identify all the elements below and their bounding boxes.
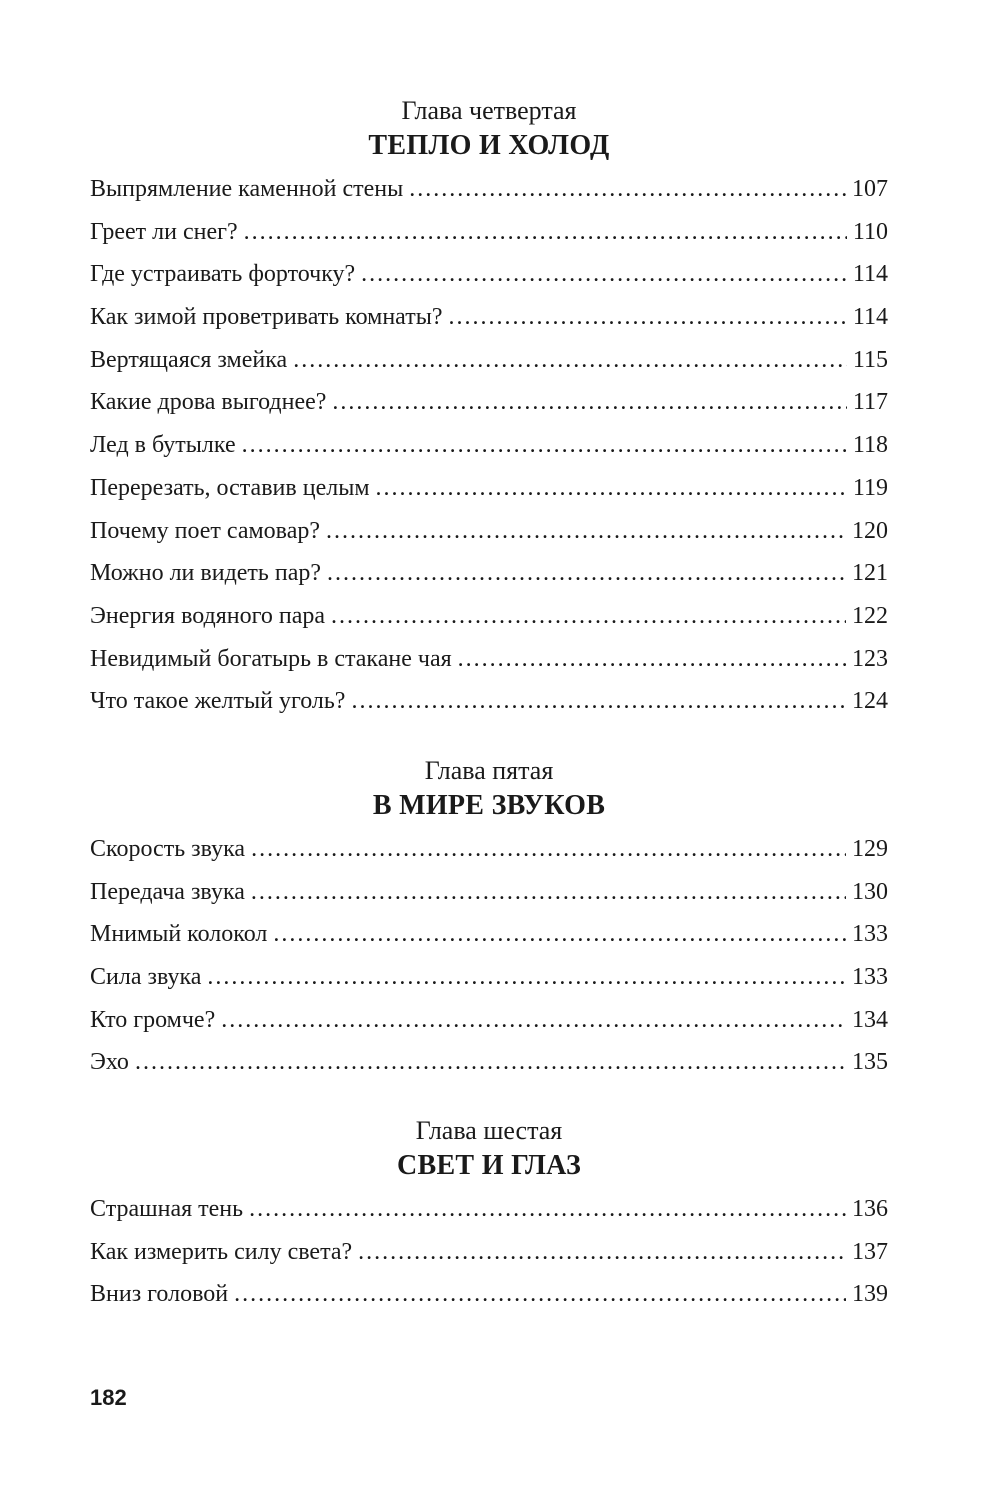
toc-entry-title: Греет ли снег? — [90, 218, 238, 245]
dot-leader — [358, 1231, 846, 1274]
dot-leader — [448, 296, 846, 339]
dot-leader — [331, 595, 846, 638]
toc-entry-title: Как измерить силу света? — [90, 1238, 353, 1265]
toc-entry[interactable] — [90, 424, 888, 467]
dot-leader — [327, 552, 846, 595]
toc-entry-page: 137 — [852, 1238, 888, 1265]
toc-entry-page: 124 — [852, 688, 888, 715]
toc-entry-title: Вертящаяся змейка — [90, 346, 288, 373]
dot-leader — [249, 1188, 846, 1231]
toc-entry[interactable] — [90, 1041, 888, 1084]
toc-entry[interactable] — [90, 595, 888, 638]
toc-entry-title: Лед в бутылке — [90, 432, 236, 459]
toc-entry-title: Какие дрова выгоднее? — [90, 389, 327, 416]
toc-entry[interactable] — [90, 680, 888, 723]
toc-entry-title: Энергия водяного пара — [90, 602, 326, 629]
dot-leader — [207, 956, 846, 999]
toc-entry-page: 123 — [852, 645, 888, 672]
dot-leader — [242, 424, 847, 467]
dot-leader — [293, 339, 847, 382]
chapter-section — [90, 1114, 888, 1316]
dot-leader — [251, 871, 846, 914]
chapter-section — [90, 94, 888, 723]
toc-entry-page: 118 — [852, 432, 888, 459]
toc-entry[interactable] — [90, 1273, 888, 1316]
toc-entry-page: 129 — [852, 836, 888, 862]
toc-entry-title: Выпрямление каменной стены — [90, 176, 404, 202]
toc-entry-title: Как зимой проветривать комнаты? — [90, 304, 443, 331]
toc-entry-title: Сила звука — [90, 964, 202, 991]
chapter-label: Глава пятая — [424, 756, 554, 785]
chapter-title: В МИРЕ ЗВУКОВ — [372, 790, 606, 821]
dot-leader — [326, 510, 846, 553]
toc-entry[interactable] — [90, 913, 888, 956]
toc-entry-title: Где устраивать форточку? — [90, 261, 356, 288]
toc-entry[interactable] — [90, 552, 888, 595]
toc-entry-page: 120 — [852, 517, 888, 544]
chapter-title: СВЕТ И ГЛАЗ — [396, 1150, 582, 1181]
toc-list — [90, 168, 888, 723]
chapter-section — [90, 754, 888, 1084]
toc-entry-page: 136 — [852, 1196, 888, 1222]
chapter-label: Глава четвертая — [401, 96, 577, 125]
dot-leader — [361, 253, 847, 296]
dot-leader — [376, 467, 847, 510]
toc-entry-page: 115 — [852, 346, 888, 373]
toc-entry-title: Почему поет самовар? — [90, 517, 321, 544]
chapter-label: Глава шестая — [415, 1116, 563, 1145]
toc-entry-page: 130 — [852, 878, 888, 905]
toc-entry[interactable] — [90, 1188, 888, 1231]
toc-entry[interactable] — [90, 1231, 888, 1274]
toc-entry-title: Страшная тень — [90, 1196, 244, 1222]
toc-entry-page: 135 — [852, 1049, 888, 1076]
toc-entry-title: Передача звука — [90, 878, 245, 905]
dot-leader — [251, 828, 846, 871]
toc-entry-page: 122 — [852, 602, 888, 629]
toc-entry-title: Эхо — [90, 1049, 129, 1076]
page-number: 182 — [90, 1385, 127, 1410]
toc-entry-page: 114 — [852, 304, 888, 331]
toc-entry-title: Можно ли видеть пар? — [90, 560, 322, 587]
toc-entry-page: 117 — [852, 389, 888, 416]
toc-entry[interactable] — [90, 467, 888, 510]
toc-entry-page: 134 — [852, 1006, 888, 1033]
dot-leader — [244, 211, 847, 254]
toc-entry[interactable] — [90, 956, 888, 999]
dot-leader — [351, 680, 846, 723]
toc-entry-page: 114 — [852, 261, 888, 288]
toc-entry-page: 133 — [852, 964, 888, 991]
toc-entry[interactable] — [90, 638, 888, 681]
toc-entry[interactable] — [90, 253, 888, 296]
toc-entry[interactable] — [90, 339, 888, 382]
toc-entry-title: Вниз головой — [90, 1281, 229, 1308]
toc-list — [90, 828, 888, 1084]
dot-leader — [221, 999, 846, 1042]
toc-entry[interactable] — [90, 871, 888, 914]
dot-leader — [273, 913, 846, 956]
toc-entry[interactable] — [90, 296, 888, 339]
toc-entry[interactable] — [90, 999, 888, 1042]
chapter-title: ТЕПЛО И ХОЛОД — [368, 130, 610, 161]
dot-leader — [332, 381, 846, 424]
toc-entry-title: Мнимый колокол — [90, 921, 268, 948]
toc-entry-title: Невидимый богатырь в стакане чая — [90, 645, 452, 672]
dot-leader — [135, 1041, 846, 1084]
toc-entry[interactable] — [90, 381, 888, 424]
toc-entry-title: Что такое желтый уголь? — [90, 688, 346, 715]
toc-entry-page: 121 — [852, 560, 888, 587]
toc-entry-page: 119 — [852, 474, 888, 501]
toc-entry-title: Скорость звука — [90, 836, 246, 862]
toc-entry[interactable] — [90, 510, 888, 553]
toc-entry[interactable] — [90, 168, 888, 211]
toc-entry[interactable] — [90, 828, 888, 871]
toc-entry-title: Перерезать, оставив целым — [90, 474, 370, 501]
toc-entry-page: 133 — [852, 921, 888, 948]
toc-list — [90, 1188, 888, 1316]
toc-entry-title: Кто громче? — [90, 1006, 216, 1033]
dot-leader — [234, 1273, 846, 1316]
toc-entry[interactable] — [90, 211, 888, 254]
toc-entry-page: 110 — [852, 218, 888, 245]
toc-entry-page: 107 — [852, 176, 888, 202]
dot-leader — [458, 638, 846, 681]
dot-leader — [409, 168, 846, 211]
toc-entry-page: 139 — [852, 1281, 888, 1308]
